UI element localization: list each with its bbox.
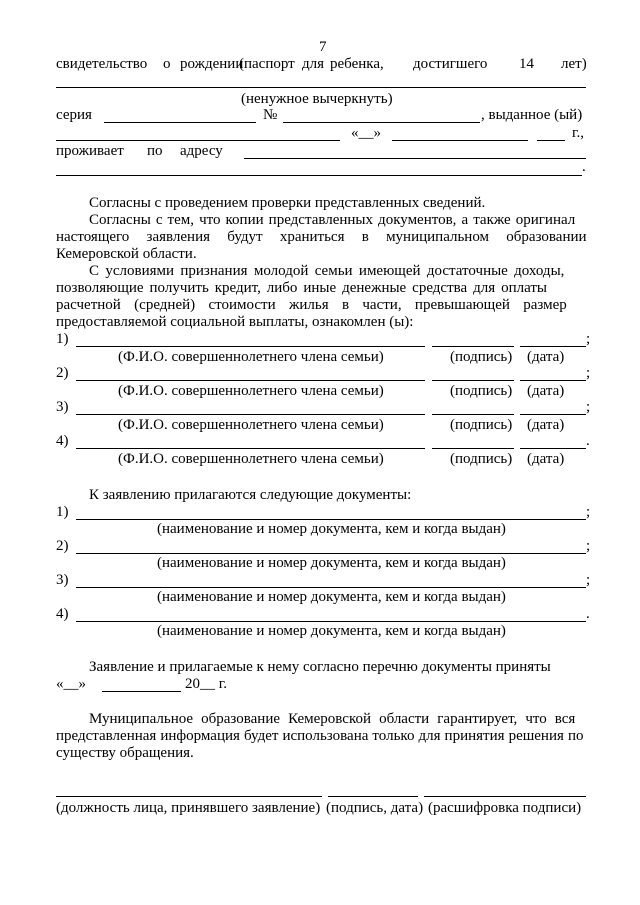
docs-intro: К заявлению прилагаются следующие документы: xyxy=(89,487,412,503)
number-field[interactable] xyxy=(283,122,480,123)
trailing-dot: . xyxy=(582,159,586,175)
doc-caption: (наименование и номер документа, кем и когда выдан) xyxy=(157,589,506,605)
text-word: лет) xyxy=(561,56,587,72)
fio-caption: (Ф.И.О. совершеннолетнего члена семьи) xyxy=(118,349,384,365)
doc-number: 2) xyxy=(56,538,69,554)
strike-note: (ненужное вычеркнуть) xyxy=(241,91,393,107)
text-word: для xyxy=(302,56,325,72)
member-signature-field[interactable] xyxy=(432,380,514,381)
text-word: свидетельство xyxy=(56,56,148,72)
guarantee-line: Муниципальное образование Кемеровской области гарантирует, что вся xyxy=(89,711,576,727)
series-label: серия xyxy=(56,107,92,123)
date-quote: «__» xyxy=(351,125,381,141)
signature-caption: (подпись) xyxy=(450,417,513,433)
year-field[interactable] xyxy=(537,140,565,141)
signature-date-caption: (подпись, дата) xyxy=(326,800,424,816)
member-fio-field[interactable] xyxy=(76,346,425,347)
guarantee-line: существу обращения. xyxy=(56,745,194,761)
accepted-year: 20__ г. xyxy=(185,676,227,692)
text-word: (паспорт xyxy=(239,56,295,72)
position-caption: (должность лица, принявшего заявление) xyxy=(56,800,321,816)
signature-caption: (подпись) xyxy=(450,451,513,467)
member-date-field[interactable] xyxy=(520,380,586,381)
issued-by-field[interactable] xyxy=(56,140,340,141)
member-signature-field[interactable] xyxy=(432,346,514,347)
doc-number: 4) xyxy=(56,606,69,622)
doc-end: ; xyxy=(586,504,591,520)
consent-copies-line: Согласны с тем, что копии представленных документов, а также оригинал xyxy=(89,212,576,228)
member-end: ; xyxy=(586,399,591,415)
conditions-line: С условиями признания молодой семьи имеющей достаточные доходы, xyxy=(89,263,565,279)
text-word: о xyxy=(163,56,171,72)
signature-caption: (подпись) xyxy=(450,383,513,399)
page-number: 7 xyxy=(319,39,327,55)
text-word: рождении xyxy=(180,56,244,72)
conditions-line: расчетной (средней) стоимости жилья в части, превышающей размер xyxy=(56,297,567,313)
blank-line[interactable] xyxy=(56,87,586,88)
member-number: 2) xyxy=(56,365,69,381)
issued-label: , выданное (ый) xyxy=(481,107,583,123)
member-signature-field[interactable] xyxy=(432,414,514,415)
doc-field[interactable] xyxy=(76,519,586,520)
position-field[interactable] xyxy=(56,796,322,797)
doc-caption: (наименование и номер документа, кем и когда выдан) xyxy=(157,623,506,639)
conditions-line: предоставляемой социальной выплаты, ознакомлен (ы): xyxy=(56,314,414,330)
member-fio-field[interactable] xyxy=(76,380,425,381)
doc-field[interactable] xyxy=(76,553,586,554)
member-date-field[interactable] xyxy=(520,346,586,347)
doc-number: 3) xyxy=(56,572,69,588)
member-end: ; xyxy=(586,365,591,381)
signature-caption: (подпись) xyxy=(450,349,513,365)
resides-word: по xyxy=(147,143,163,159)
doc-caption: (наименование и номер документа, кем и когда выдан) xyxy=(157,555,506,571)
guarantee-line: представленная информация будет использована только для принятия решения по xyxy=(56,728,584,744)
member-end: ; xyxy=(586,331,591,347)
signature-date-field[interactable] xyxy=(328,796,418,797)
doc-caption: (наименование и номер документа, кем и когда выдан) xyxy=(157,521,506,537)
series-field[interactable] xyxy=(104,122,256,123)
address-field-2[interactable] xyxy=(56,175,582,176)
member-number: 3) xyxy=(56,399,69,415)
address-field[interactable] xyxy=(244,158,586,159)
member-end: . xyxy=(586,433,590,449)
text-word: ребенка, xyxy=(330,56,384,72)
resides-word: проживает xyxy=(56,143,124,159)
member-signature-field[interactable] xyxy=(432,448,514,449)
member-date-field[interactable] xyxy=(520,414,586,415)
text-word: достигшего xyxy=(413,56,488,72)
member-date-field[interactable] xyxy=(520,448,586,449)
accepted-day: «__» xyxy=(56,676,86,692)
conditions-line: позволяющие получить кредит, либо иные денежные средства для оплаты xyxy=(56,280,548,296)
date-caption: (дата) xyxy=(527,383,565,399)
date-caption: (дата) xyxy=(527,417,565,433)
date-caption: (дата) xyxy=(527,451,565,467)
year-label: г., xyxy=(572,125,584,141)
number-label: № xyxy=(263,107,278,123)
doc-number: 1) xyxy=(56,504,69,520)
consent-check: Согласны с проведением проверки представленных сведений. xyxy=(89,195,486,211)
month-field[interactable] xyxy=(392,140,528,141)
doc-end: . xyxy=(586,606,590,622)
consent-copies-line: Кемеровской области. xyxy=(56,246,197,262)
resides-word: адресу xyxy=(180,143,223,159)
text-word: 14 xyxy=(519,56,534,72)
member-fio-field[interactable] xyxy=(76,414,425,415)
decoding-field[interactable] xyxy=(424,796,586,797)
doc-field[interactable] xyxy=(76,621,586,622)
decoding-caption: (расшифровка подписи) xyxy=(428,800,582,816)
member-fio-field[interactable] xyxy=(76,448,425,449)
doc-end: ; xyxy=(586,538,591,554)
date-caption: (дата) xyxy=(527,349,565,365)
member-number: 4) xyxy=(56,433,69,449)
consent-copies-line: настоящего заявления будут храниться в муниципальном образовании xyxy=(56,229,587,245)
accepted-month-field[interactable] xyxy=(102,691,181,692)
fio-caption: (Ф.И.О. совершеннолетнего члена семьи) xyxy=(118,383,384,399)
fio-caption: (Ф.И.О. совершеннолетнего члена семьи) xyxy=(118,451,384,467)
fio-caption: (Ф.И.О. совершеннолетнего члена семьи) xyxy=(118,417,384,433)
accepted-line: Заявление и прилагаемые к нему согласно перечню документы приняты xyxy=(89,659,551,675)
doc-field[interactable] xyxy=(76,587,586,588)
member-number: 1) xyxy=(56,331,69,347)
doc-end: ; xyxy=(586,572,591,588)
